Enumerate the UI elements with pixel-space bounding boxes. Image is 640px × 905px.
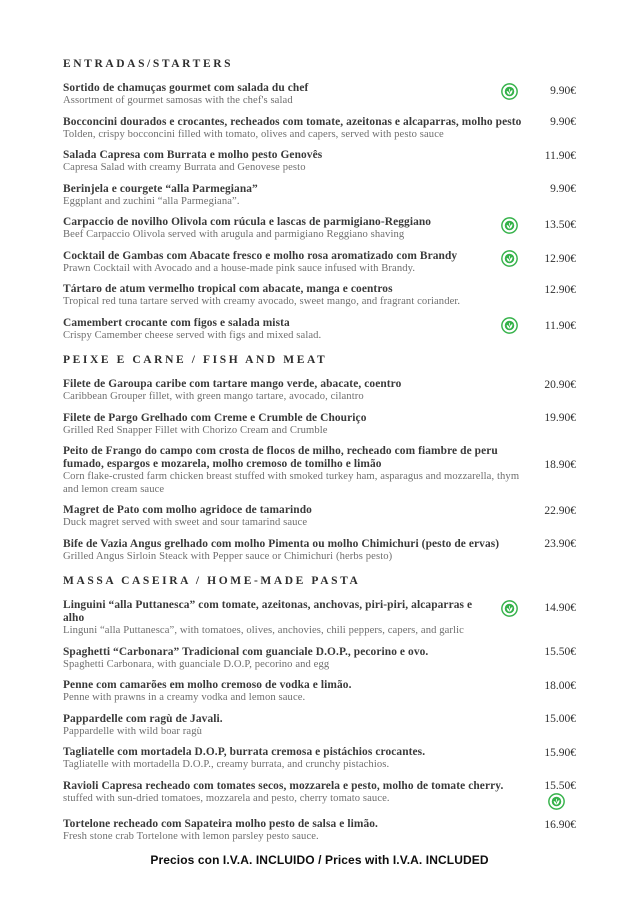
item-price-group: [530, 818, 576, 831]
menu-item: [63, 679, 576, 705]
menu-item: [63, 818, 576, 844]
menu-item: [63, 599, 576, 638]
item-price: 15.50€: [544, 780, 576, 792]
item-text: [63, 412, 522, 438]
item-price: 18.00€: [544, 679, 576, 692]
item-title-pt: Bife de Vazia Angus grelhado com molho Pimenta ou molho Chimichuri (pesto de ervas): [63, 537, 500, 550]
item-price-group: [530, 746, 576, 759]
section-title: MASSA CASEIRA / HOME-MADE PASTA: [63, 575, 361, 587]
item-title-pt: Tortelone recheado com Sapateira molho pesto de salsa e limão.: [63, 818, 378, 830]
item-price: 18.90€: [544, 458, 576, 471]
item-description-en: stuffed with sun-dried tomatoes, mozzarela and pesto, cherry tomato sauce.: [63, 792, 390, 804]
item-text: [63, 818, 522, 844]
item-description-en: Eggplant and zuchini “alla Parmegiana”.: [63, 195, 240, 207]
menu-item: [63, 82, 576, 108]
menu-item: [63, 780, 576, 811]
item-title-pt: Camembert crocante com figos e salada mista: [63, 316, 290, 329]
item-price-group: [501, 599, 576, 617]
section-items: [63, 82, 576, 342]
vat-notice: Precios con I.V.A. INCLUIDO / Prices with I.V.A. INCLUDED: [150, 852, 489, 867]
menu-section: [63, 354, 576, 563]
item-price: 13.50€: [544, 219, 576, 231]
vegetarian-leaf-icon: [501, 317, 518, 334]
item-text: [63, 713, 522, 739]
item-price: 11.90€: [544, 149, 576, 162]
item-description-en: Spaghetti Carbonara, with guanciale D.O.P, pecorino and egg: [63, 658, 330, 670]
item-text: [63, 599, 493, 638]
item-title-pt: Filete de Garoupa caribe com tartare mango verde, abacate, coentro: [63, 378, 402, 390]
item-price-group: [530, 412, 576, 425]
item-text: [63, 283, 522, 309]
item-description-en: Corn flake-crusted farm chicken breast stuffed with smoked turkey ham, asparagus and mozzarella, thym and lemon cream sauce: [63, 471, 520, 495]
menu-item: [63, 116, 576, 142]
item-price-group: [530, 538, 576, 551]
menu-item: [63, 216, 576, 242]
item-title-pt: Penne com camarões em molho cremoso de vodka e limão.: [63, 679, 352, 691]
menu-item: [63, 713, 576, 739]
item-text: [63, 378, 522, 404]
menu-item: [63, 317, 576, 343]
menu-section: [63, 575, 576, 844]
item-price-group: [530, 504, 576, 517]
item-text: [63, 183, 522, 209]
item-text: [63, 149, 522, 175]
vegetarian-leaf-icon: [548, 793, 565, 810]
item-price-group: [530, 183, 576, 196]
item-description-en: Tolden, crispy bocconcini filled with tomato, olives and capers, served with pesto sauce: [63, 128, 444, 140]
item-price-group: [530, 458, 576, 471]
item-title-pt: Peito de Frango do campo com crosta de flocos de milho, recheado com fiambre de peru fumado, espargos e mozarela, molho cremoso de tomilho e limão: [63, 445, 498, 470]
item-text: [63, 82, 493, 108]
menu-item: [63, 283, 576, 309]
item-description-en: Crispy Camember cheese served with figs and mixed salad.: [63, 329, 322, 341]
item-title-pt: Bocconcini dourados e crocantes, recheados com tomate, azeitonas e alcaparras, molho pesto: [63, 115, 522, 128]
section-items: [63, 599, 576, 844]
item-price: 9.90€: [550, 116, 576, 128]
item-price: 9.90€: [550, 85, 576, 97]
item-title-pt: Filete de Pargo Grelhado com Creme e Crumble de Chouriço: [63, 411, 367, 424]
item-price: 15.00€: [544, 713, 576, 725]
item-text: [63, 780, 522, 806]
item-price-group: [530, 780, 576, 811]
item-description-en: Pappardelle with wild boar ragù: [63, 725, 203, 737]
item-price-group: [501, 317, 576, 335]
item-title-pt: Carpaccio de novilho Olivola com rúcula e lascas de parmigiano-Reggiano: [63, 216, 432, 228]
item-price: 22.90€: [544, 504, 576, 517]
item-price: 15.50€: [544, 646, 576, 658]
menu-item: [63, 412, 576, 438]
item-price-group: [530, 713, 576, 726]
item-text: [63, 646, 522, 672]
item-text: [63, 445, 522, 496]
menu-item: [63, 183, 576, 209]
item-text: [63, 746, 522, 772]
item-price-group: [530, 116, 576, 129]
menu-item: [63, 149, 576, 175]
item-description-en: Tropical red tuna tartare served with creamy avocado, sweet mango, and fragrant coriander.: [63, 296, 461, 307]
item-price: 12.90€: [544, 283, 576, 296]
item-text: [63, 504, 522, 530]
item-description-en: Assortment of gourmet samosas with the chef's salad: [63, 95, 293, 106]
menu-item: [63, 445, 576, 496]
item-description-en: Capresa Salad with creamy Burrata and Genovese pesto: [63, 162, 306, 173]
item-title-pt: Tagliatelle com mortadela D.O.P, burrata cremosa e pistáchios crocantes.: [63, 746, 426, 758]
item-title-pt: Pappardelle com ragù de Javali.: [63, 712, 223, 725]
item-title-pt: Salada Capresa com Burrata e molho pesto Genovês: [63, 149, 323, 161]
item-price-group: [530, 149, 576, 162]
menu-item: [63, 538, 576, 564]
item-title-pt: Cocktail de Gambas com Abacate fresco e molho rosa aromatizado com Brandy: [63, 249, 458, 262]
item-description-en: Beef Carpaccio Olivola served with arugula and parmigiano Reggiano shaving: [63, 229, 405, 240]
item-price-group: [501, 82, 576, 100]
item-description-en: Grilled Red Snapper Fillet with Chorizo Cream and Crumble: [63, 424, 328, 436]
item-description-en: Caribbean Grouper fillet, with green mango tartare, avocado, cilantro: [63, 391, 364, 402]
item-description-en: Grilled Angus Sirloin Steack with Pepper sauce or Chimichuri (herbs pesto): [63, 550, 393, 562]
item-price: 16.90€: [544, 818, 576, 831]
item-title-pt: Berinjela e courgete “alla Parmegiana”: [63, 182, 258, 195]
menu-item: [63, 746, 576, 772]
item-price: 19.90€: [544, 412, 576, 424]
item-price-group: [530, 378, 576, 391]
item-text: [63, 538, 522, 564]
menu-section: [63, 58, 576, 342]
item-title-pt: Spaghetti “Carbonara” Tradicional com guanciale D.O.P., pecorino e ovo.: [63, 645, 429, 658]
item-price: 9.90€: [550, 183, 576, 195]
menu-item: [63, 504, 576, 530]
item-description-en: Penne with prawns in a creamy vodka and lemon sauce.: [63, 692, 306, 703]
item-title-pt: Magret de Pato com molho agridoce de tamarindo: [63, 504, 312, 516]
section-items: [63, 378, 576, 563]
item-description-en: Fresh stone crab Tortelone with lemon parsley pesto sauce.: [63, 831, 319, 842]
item-price: 12.90€: [544, 252, 576, 265]
item-text: [63, 116, 522, 142]
item-title-pt: Tártaro de atum vermelho tropical com abacate, manga e coentros: [63, 283, 393, 295]
item-text: [63, 250, 493, 276]
vegetarian-leaf-icon: [501, 83, 518, 100]
item-text: [63, 216, 493, 242]
item-price-group: [530, 679, 576, 692]
vegetarian-leaf-icon: [501, 217, 518, 234]
item-price-group: [501, 250, 576, 268]
item-text: [63, 317, 493, 343]
item-price-group: [501, 216, 576, 234]
item-title-pt: Linguini “alla Puttanesca” com tomate, azeitonas, anchovas, piri-piri, alcaparras e alho: [63, 599, 473, 624]
item-title-pt: Ravioli Capresa recheado com tomates secos, mozzarela e pesto, molho de tomate cherry.: [63, 779, 504, 792]
item-description-en: Linguni “alla Puttanesca”, with tomatoes, olives, anchovies, chili peppers, capers, and garlic: [63, 625, 464, 636]
item-description-en: Prawn Cocktail with Avocado and a house-made pink sauce infused with Brandy.: [63, 262, 416, 274]
section-title: PEIXE E CARNE / FISH AND MEAT: [63, 354, 328, 366]
vegetarian-leaf-icon: [501, 250, 518, 267]
item-price: 15.90€: [544, 746, 576, 759]
section-title: ENTRADAS/STARTERS: [63, 58, 234, 70]
menu-item: [63, 250, 576, 276]
item-price: 20.90€: [544, 378, 576, 391]
item-price: 23.90€: [544, 538, 576, 550]
item-title-pt: Sortido de chamuças gourmet com salada du chef: [63, 82, 309, 94]
menu-sections: [63, 58, 576, 844]
item-description-en: Tagliatelle with mortadella D.O.P., creamy burrata, and crunchy pistachios.: [63, 759, 390, 770]
vegetarian-leaf-icon: [501, 600, 518, 617]
item-price: 14.90€: [544, 602, 576, 614]
item-price: 11.90€: [544, 319, 576, 332]
item-text: [63, 679, 522, 705]
item-price-group: [530, 283, 576, 296]
item-price-group: [530, 646, 576, 659]
menu-item: [63, 646, 576, 672]
item-description-en: Duck magret served with sweet and sour tamarind sauce: [63, 517, 308, 528]
menu-item: [63, 378, 576, 404]
